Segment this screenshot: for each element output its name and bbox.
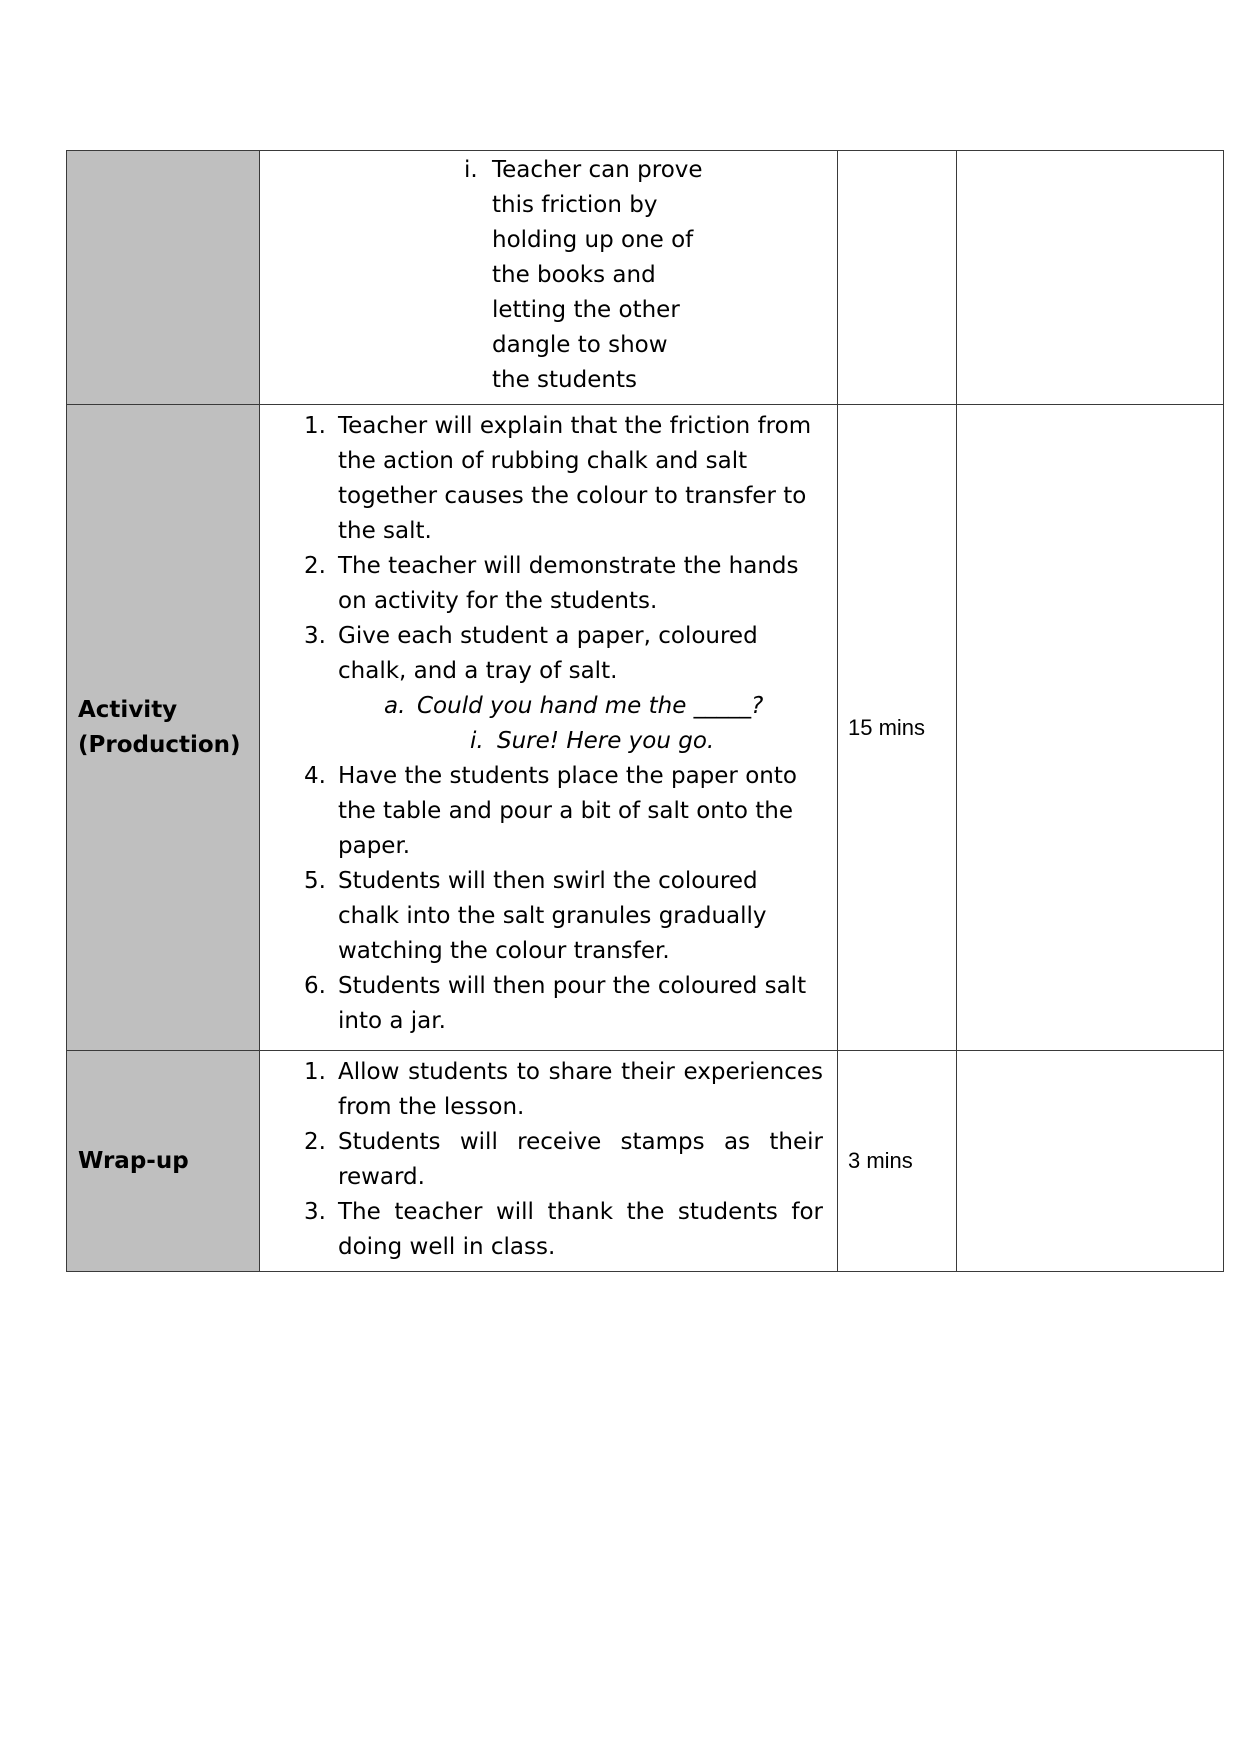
list-item-text: The teacher will demonstrate the hands on activity for the students. <box>338 553 799 614</box>
duration-cell <box>838 151 957 405</box>
procedure-cell <box>260 405 838 1051</box>
list-item <box>260 1055 823 1125</box>
list-item-text: Could you hand me the _____? <box>417 693 764 719</box>
procedure-cell <box>260 151 838 405</box>
list-item <box>260 549 823 619</box>
list-item <box>260 153 823 398</box>
lesson-plan-table <box>66 150 1224 1272</box>
list-marker: 5. <box>304 868 326 894</box>
list-marker: 2. <box>304 553 326 579</box>
list-item <box>260 1125 823 1195</box>
list-marker: 6. <box>304 973 326 999</box>
notes-cell <box>957 405 1224 1051</box>
list-item <box>260 759 823 864</box>
list-item-text: The teacher will thank the students for doing well in class. <box>338 1199 823 1260</box>
list-item-text: Have the students place the paper onto the table and pour a bit of salt onto the paper. <box>338 763 797 859</box>
list-marker: 3. <box>304 623 326 649</box>
stage-label: (Production) <box>78 731 241 758</box>
duration-value: 15 mins <box>848 714 926 740</box>
list-marker: 3. <box>304 1199 326 1225</box>
list-marker: i. <box>464 157 478 183</box>
list-item-text: Teacher can prove this friction by holding up one of the books and letting the other dangle to show the students <box>492 157 703 393</box>
list-item <box>260 864 823 969</box>
list-item-text: Allow students to share their experiences from the lesson. <box>338 1059 823 1120</box>
notes-cell <box>957 151 1224 405</box>
stage-cell <box>67 1051 260 1272</box>
stage-label: Activity <box>78 696 178 723</box>
list-item-text: Teacher will explain that the friction from the action of rubbing chalk and salt together causes the colour to transfer to the salt. <box>338 413 812 544</box>
list-marker: i. <box>470 728 484 754</box>
list-item-text: Sure! Here you go. <box>497 728 715 754</box>
list-item-text: Students will receive stamps as their reward. <box>338 1129 823 1190</box>
list-item-text: Students will then pour the coloured salt into a jar. <box>338 973 807 1034</box>
stage-cell <box>67 151 260 405</box>
list-item <box>260 1195 823 1265</box>
stage-cell <box>67 405 260 1051</box>
list-item <box>260 969 823 1039</box>
table-row-activity <box>67 405 1224 1051</box>
list-marker: 1. <box>304 1059 326 1085</box>
list-marker: a. <box>384 693 406 719</box>
list-item-text: Give each student a paper, coloured chalk, and a tray of salt. <box>338 623 758 684</box>
notes-cell <box>957 1051 1224 1272</box>
list-marker: 2. <box>304 1129 326 1155</box>
stage-label: Wrap-up <box>78 1147 189 1174</box>
list-item <box>260 619 823 689</box>
list-marker: 4. <box>304 763 326 789</box>
list-marker: 1. <box>304 413 326 439</box>
table-row-continuation <box>67 151 1224 405</box>
list-item-text: Students will then swirl the coloured chalk into the salt granules gradually watching the colour transfer. <box>338 868 767 964</box>
list-item <box>260 409 823 549</box>
duration-cell <box>838 1051 957 1272</box>
table-row-wrapup <box>67 1051 1224 1272</box>
list-item-sub <box>260 724 823 759</box>
list-item-sub <box>260 689 823 724</box>
duration-value: 3 mins <box>848 1148 913 1173</box>
procedure-cell <box>260 1051 838 1272</box>
duration-cell <box>838 405 957 1051</box>
